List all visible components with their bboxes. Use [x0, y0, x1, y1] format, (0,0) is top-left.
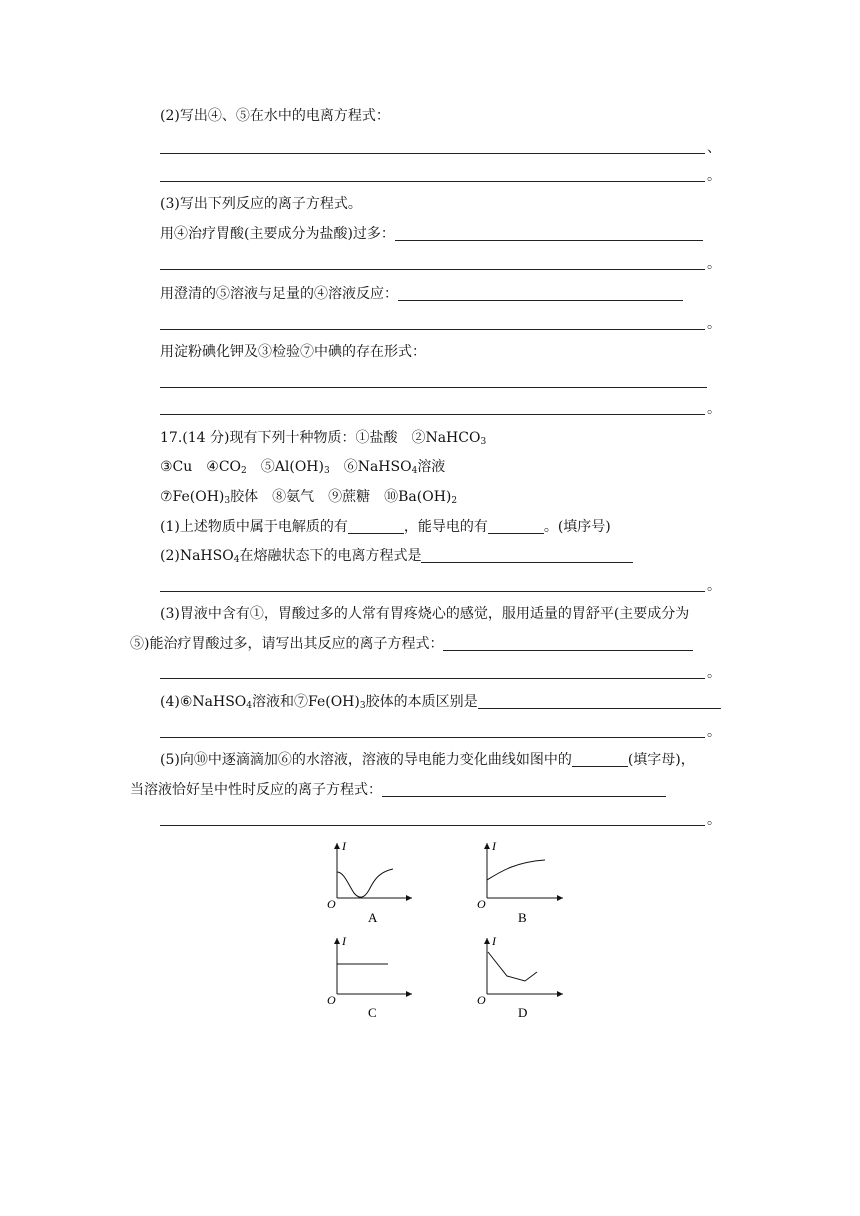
- graph-c: [327, 934, 412, 1020]
- subscript: 3: [224, 496, 231, 506]
- graph-d: [477, 934, 563, 1020]
- separator-mark: 、: [707, 140, 721, 156]
- subscript: 4: [411, 466, 418, 476]
- period-mark: 。: [707, 665, 721, 681]
- subscript: 3: [323, 466, 330, 476]
- q17-part4-text: (4)⑥NaHSO: [160, 694, 247, 710]
- q17-part4-text: 溶液和⑦Fe(OH): [252, 694, 360, 710]
- substance-text: 溶液: [417, 459, 446, 475]
- subscript: 3: [359, 701, 366, 711]
- period-mark: 。: [707, 168, 721, 184]
- curve-d: [488, 952, 537, 981]
- q17-part2-text: (2)NaHSO: [160, 548, 234, 564]
- q17-part5-text: (填字母)，: [627, 752, 695, 768]
- graph-label-a: A: [368, 910, 378, 925]
- graph-label-b: B: [518, 910, 527, 925]
- curve-a: [337, 869, 393, 897]
- substance-text: ③Cu ④CO: [160, 459, 242, 475]
- period-mark: 。: [707, 578, 721, 594]
- origin-label: O: [477, 897, 486, 911]
- substance-text: 胶体 ⑧氨气 ⑨蔗糖 ⑩Ba(OH): [230, 489, 452, 505]
- q17-part5-text: (5)向⑩中逐滴滴加⑥的水溶液，溶液的导电能力变化曲线如图中的: [160, 752, 572, 768]
- y-axis-label: I: [342, 839, 346, 853]
- substance-text: ⑥NaHSO: [329, 459, 412, 475]
- q16-part3-a-text: 用④治疗胃酸(主要成分为盐酸)过多：: [160, 226, 395, 242]
- graph-label-d: D: [518, 1005, 528, 1020]
- q17-part1-text: (1)上述物质中属于电解质的有: [160, 519, 348, 535]
- substance-text: ⑦Fe(OH): [160, 489, 225, 505]
- y-axis-label: I: [492, 839, 496, 853]
- subscript: 3: [480, 437, 487, 447]
- subscript: 2: [451, 496, 458, 506]
- q16-part3-prompt: (3)写出下列反应的离子方程式。: [160, 196, 362, 212]
- period-mark: 。: [707, 256, 721, 272]
- graph-b: [477, 839, 563, 925]
- q16-part3-c: 用淀粉碘化钾及③检验⑦中碘的存在形式：: [160, 344, 426, 360]
- q17-part5-text: 当溶液恰好呈中性时反应的离子方程式：: [130, 782, 382, 798]
- origin-label: O: [327, 897, 336, 911]
- q16-part3-b-text: 用澄清的⑤溶液与足量的④溶液反应：: [160, 286, 398, 302]
- period-mark: 。: [707, 316, 721, 332]
- q16-part2-prompt: (2)写出④、⑤在水中的电离方程式：: [160, 108, 390, 124]
- period-mark: 。: [707, 724, 721, 740]
- graph-label-c: C: [368, 1005, 377, 1020]
- subscript: 2: [241, 466, 247, 476]
- q17-part2-text: 在熔融状态下的电离方程式是: [239, 548, 422, 564]
- q17-part3-text: ⑤)能治疗胃酸过多，请写出其反应的离子方程式：: [130, 636, 444, 652]
- origin-label: O: [477, 993, 486, 1007]
- q17-part1-text: ，能导电的有: [403, 519, 488, 535]
- period-mark: 。: [707, 812, 721, 828]
- q17-part1-text: 。(填序号): [543, 519, 611, 535]
- curve-b: [487, 860, 545, 880]
- subscript: 4: [246, 701, 252, 711]
- subscript: 4: [233, 555, 240, 565]
- y-axis-label: I: [492, 934, 496, 948]
- graph-a: [327, 839, 412, 925]
- q17-part4-text: 胶体的本质区别是: [365, 694, 478, 710]
- substance-text: ⑤Al(OH): [246, 459, 324, 475]
- origin-label: O: [327, 993, 336, 1007]
- q17-header-text: 17.(14 分)现有下列十种物质：①盐酸 ②NaHCO: [160, 430, 481, 446]
- y-axis-label: I: [342, 934, 346, 948]
- q17-part3-line1: (3)胃液中含有①，胃酸过多的人常有胃疼烧心的感觉，服用适量的胃舒平(主要成分为: [160, 606, 690, 622]
- period-mark: 。: [707, 401, 721, 417]
